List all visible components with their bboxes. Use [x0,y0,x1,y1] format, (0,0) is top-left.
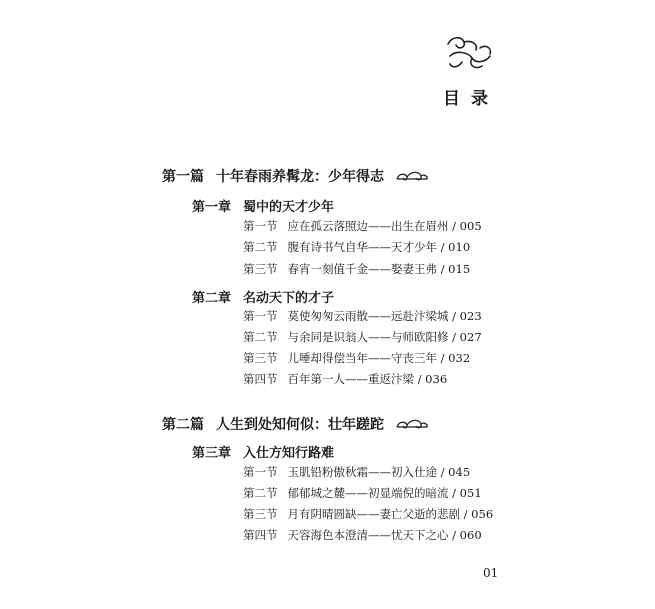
section-label: 第一节 [243,465,278,479]
chapter-title: 名动天下的才子 [243,291,335,306]
section-label: 第一节 [243,309,278,323]
section-title: 郁郁城之麓——初显端倪的暗流 / 051 [287,486,482,500]
toc-part-2[interactable] [162,414,429,434]
toc-section[interactable] [243,506,493,522]
toc-chapter-3[interactable] [192,442,334,461]
toc-section[interactable] [243,261,470,277]
toc-chapter-2[interactable] [192,287,334,306]
section-title: 应在孤云落照边——出生在眉州 / 005 [287,219,482,233]
section-label: 第二节 [243,240,278,254]
part-title: 人生到处知何似：壮年蹉跎 [216,417,384,433]
page-number: 01 [483,566,499,580]
toc-section[interactable] [243,464,470,480]
section-label: 第二节 [243,486,278,500]
toc-section[interactable] [243,527,482,543]
cloud-scroll-icon [395,169,429,183]
section-title: 莫使匆匆云雨散——远赴汴梁城 / 023 [287,309,482,323]
section-title: 儿唾却得偿当年——守丧三年 / 032 [287,351,471,365]
part-title: 十年春雨养髯龙：少年得志 [216,169,384,185]
chapter-label: 第一章 [192,200,232,215]
section-title: 月有阴晴圆缺——妻亡父逝的悲剧 / 056 [287,507,494,521]
section-label: 第四节 [243,528,278,542]
section-title: 与余同是识翁人——与师欧阳修 / 027 [287,330,482,344]
chapter-title: 入仕方知行路难 [243,446,335,461]
chapter-label: 第三章 [192,446,232,461]
cloud-scroll-icon [395,417,429,431]
part-label: 第一篇 [162,169,204,185]
section-label: 第三节 [243,507,278,521]
toc-section[interactable] [243,239,470,255]
section-label: 第二节 [243,330,278,344]
toc-section[interactable] [243,218,482,234]
section-label: 第三节 [243,262,278,276]
section-label: 第一节 [243,219,278,233]
section-title: 百年第一人——重返汴梁 / 036 [287,372,448,386]
part-label: 第二篇 [162,417,204,433]
section-title: 天容海色本澄清——忧天下之心 / 060 [287,528,482,542]
chapter-title: 蜀中的天才少年 [243,200,335,215]
section-title: 春宵一刻值千金——娶妻王弗 / 015 [287,262,471,276]
toc-section[interactable] [243,308,482,324]
section-label: 第三节 [243,351,278,365]
toc-section[interactable] [243,329,482,345]
chapter-label: 第二章 [192,291,232,306]
page-title: 目录 [443,89,499,109]
section-title: 玉肌铅粉傲秋霜——初入仕途 / 045 [287,465,471,479]
toc-section[interactable] [243,371,447,387]
toc-section[interactable] [243,350,470,366]
section-label: 第四节 [243,372,278,386]
section-title: 腹有诗书气自华——天才少年 / 010 [287,240,471,254]
toc-section[interactable] [243,485,482,501]
auspicious-cloud-icon [442,30,498,74]
toc-part-1[interactable] [162,166,429,186]
toc-chapter-1[interactable] [192,196,334,215]
